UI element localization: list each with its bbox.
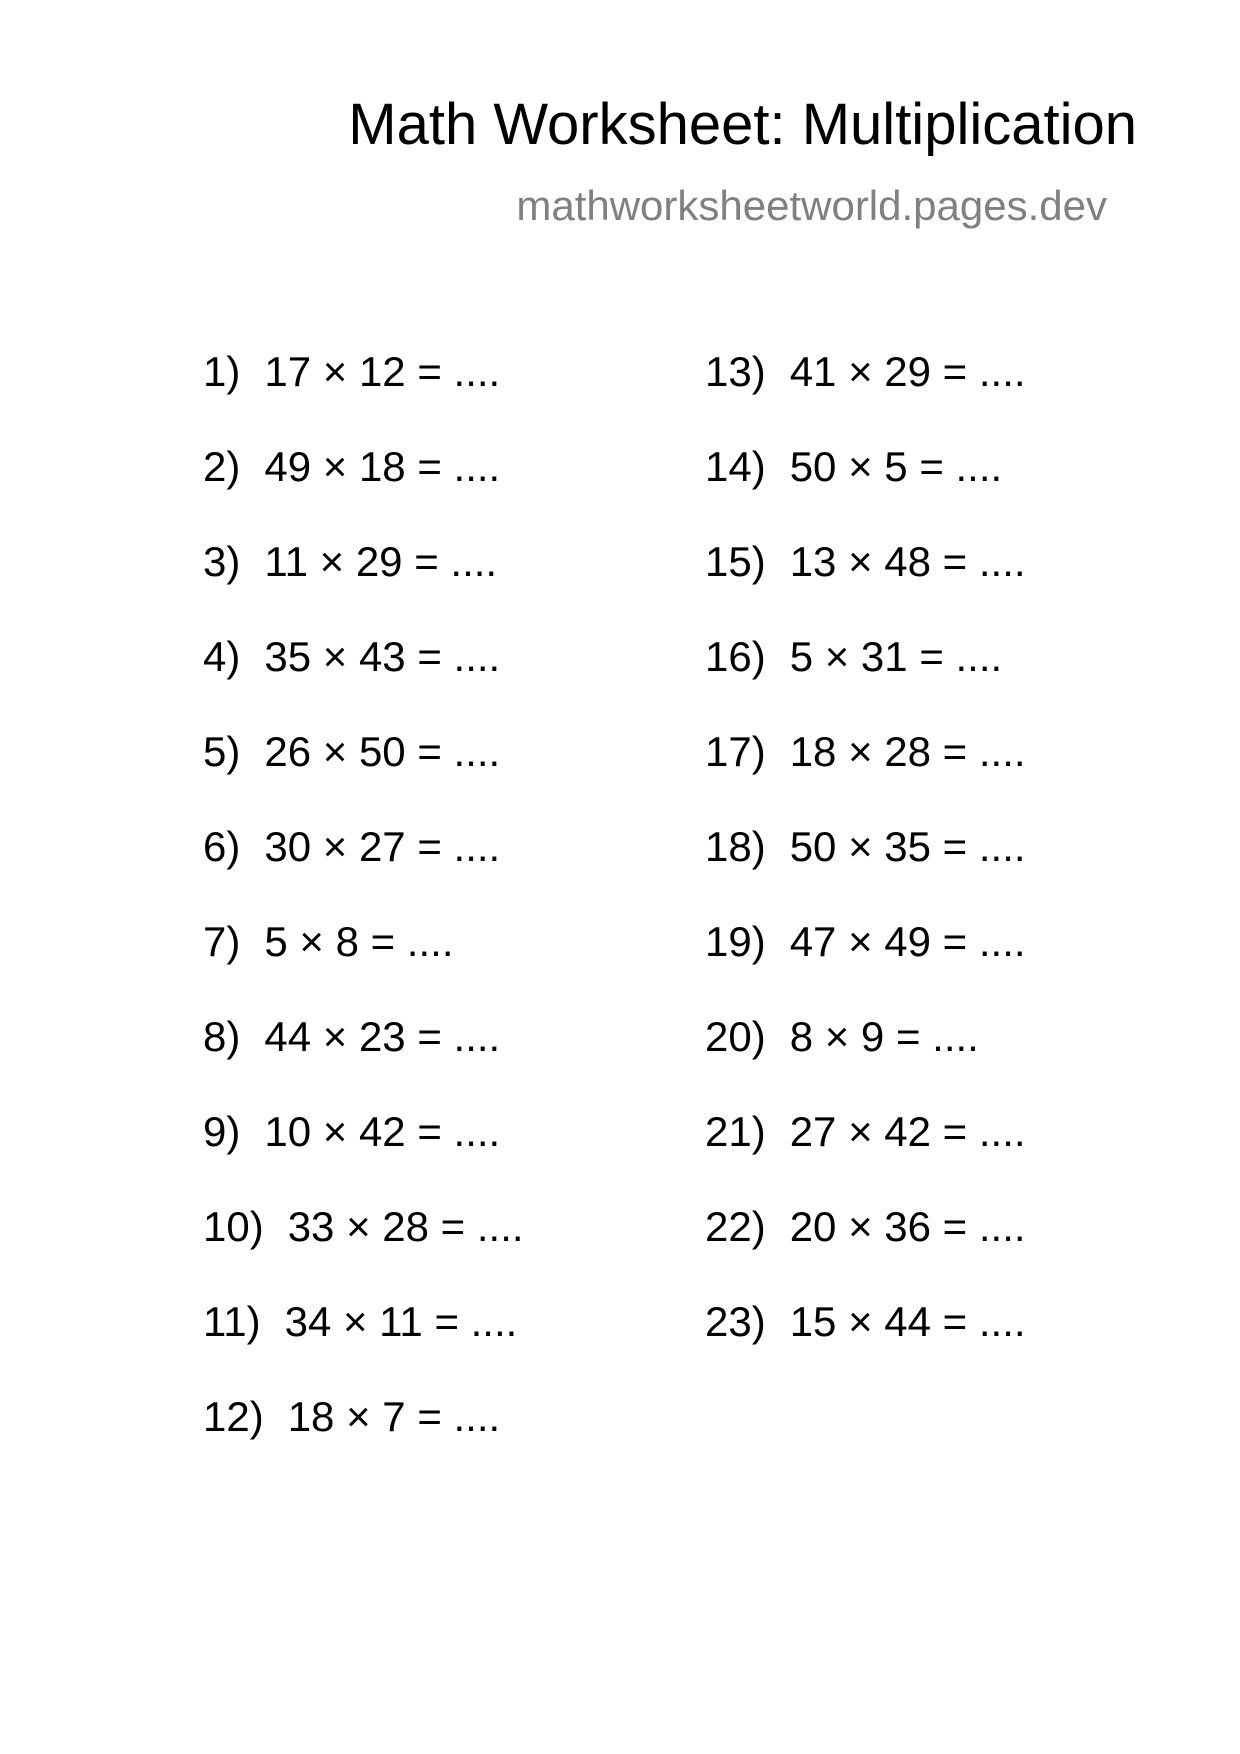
problem-number: 6): [203, 823, 241, 870]
problem-expression: 18 × 28 = ....: [789, 728, 1026, 775]
problem-16: [705, 633, 1026, 731]
problem-17: [705, 728, 1026, 826]
problem-number: 2): [203, 443, 241, 490]
problem-23: [705, 1298, 1026, 1396]
problem-expression: 11 × 29 = ....: [264, 538, 498, 585]
problem-expression: 18 × 7 = ....: [287, 1393, 501, 1440]
problem-5: [203, 728, 524, 826]
problem-number: 14): [705, 443, 766, 490]
problem-2: [203, 443, 524, 541]
problem-3: [203, 538, 524, 636]
problem-8: [203, 1013, 524, 1111]
problem-expression: 44 × 23 = ....: [264, 1013, 501, 1060]
problem-number: 10): [203, 1203, 264, 1250]
problem-expression: 50 × 35 = ....: [789, 823, 1026, 870]
problem-expression: 5 × 8 = ....: [264, 918, 454, 965]
problem-number: 22): [705, 1203, 766, 1250]
problem-number: 8): [203, 1013, 241, 1060]
problem-expression: 15 × 44 = ....: [789, 1298, 1026, 1345]
problem-number: 11): [203, 1298, 261, 1345]
problem-expression: 27 × 42 = ....: [789, 1108, 1026, 1155]
problem-number: 12): [203, 1393, 264, 1440]
problem-1: [203, 348, 524, 446]
problem-11: [203, 1298, 524, 1396]
problem-9: [203, 1108, 524, 1206]
problem-20: [705, 1013, 1026, 1111]
problem-12: [203, 1393, 524, 1491]
problem-expression: 20 × 36 = ....: [789, 1203, 1026, 1250]
problem-4: [203, 633, 524, 731]
problem-number: 13): [705, 348, 766, 395]
problem-expression: 49 × 18 = ....: [264, 443, 501, 490]
problem-expression: 30 × 27 = ....: [264, 823, 501, 870]
problem-21: [705, 1108, 1026, 1206]
problem-13: [705, 348, 1026, 446]
problem-15: [705, 538, 1026, 636]
problem-6: [203, 823, 524, 921]
problem-number: 19): [705, 918, 766, 965]
problem-number: 1): [203, 348, 241, 395]
problem-number: 7): [203, 918, 241, 965]
problem-number: 21): [705, 1108, 766, 1155]
problem-19: [705, 918, 1026, 1016]
problem-list-right: [705, 348, 1026, 1396]
problem-expression: 10 × 42 = ....: [264, 1108, 501, 1155]
problem-number: 18): [705, 823, 766, 870]
problem-number: 17): [705, 728, 766, 775]
problem-7: [203, 918, 524, 1016]
problem-18: [705, 823, 1026, 921]
problem-expression: 34 × 11 = ....: [284, 1298, 518, 1345]
problem-expression: 33 × 28 = ....: [287, 1203, 524, 1250]
problem-expression: 8 × 9 = ....: [789, 1013, 979, 1060]
problem-expression: 41 × 29 = ....: [789, 348, 1026, 395]
problem-number: 5): [203, 728, 241, 775]
problem-22: [705, 1203, 1026, 1301]
problem-expression: 26 × 50 = ....: [264, 728, 501, 775]
problem-expression: 50 × 5 = ....: [789, 443, 1003, 490]
problem-number: 15): [705, 538, 766, 585]
problem-expression: 13 × 48 = ....: [789, 538, 1026, 585]
problem-expression: 5 × 31 = ....: [789, 633, 1003, 680]
problem-number: 20): [705, 1013, 766, 1060]
problem-list-left: [203, 348, 524, 1491]
problem-number: 4): [203, 633, 241, 680]
website-url: mathworksheetworld.pages.dev: [516, 182, 1107, 229]
problem-expression: 47 × 49 = ....: [789, 918, 1026, 965]
problem-number: 3): [203, 538, 241, 585]
problem-expression: 35 × 43 = ....: [264, 633, 501, 680]
problem-10: [203, 1203, 524, 1301]
problem-number: 16): [705, 633, 766, 680]
worksheet-title: Math Worksheet: Multiplication: [348, 92, 1137, 157]
problem-expression: 17 × 12 = ....: [264, 348, 501, 395]
problem-number: 9): [203, 1108, 241, 1155]
problem-number: 23): [705, 1298, 766, 1345]
problem-14: [705, 443, 1026, 541]
